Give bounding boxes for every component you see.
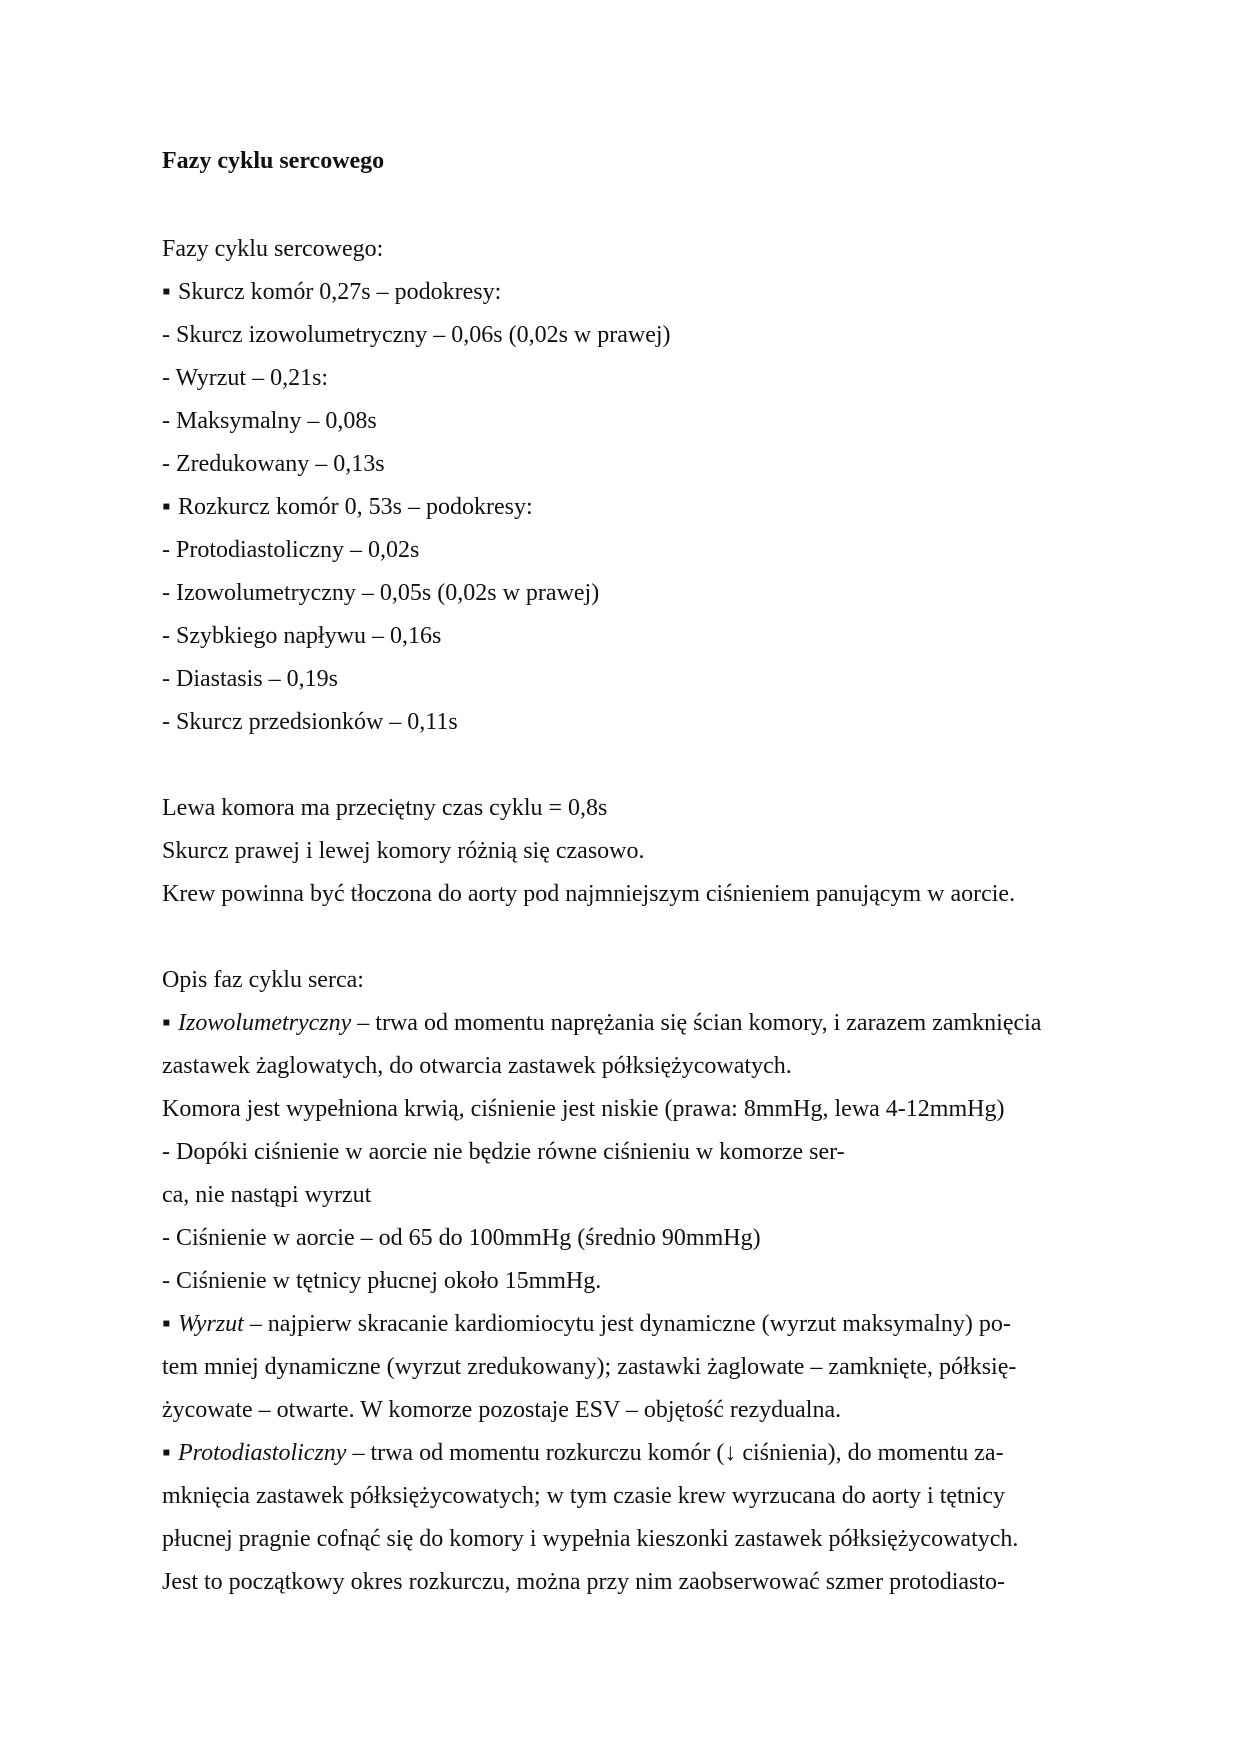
paragraph-line: płucnej pragnie cofnąć się do komory i wypełnia kieszonki zastawek półksiężycowatych. xyxy=(162,1526,1019,1552)
bullet-icon: ▪ xyxy=(162,1440,171,1466)
paragraph-line: Skurcz prawej i lewej komory różnią się czasowo. xyxy=(162,838,645,864)
section-heading: Fazy cyklu sercowego: xyxy=(162,236,384,262)
bullet-icon: ▪ xyxy=(162,1311,171,1337)
list-item: - Skurcz izowolumetryczny – 0,06s (0,02s w prawej) xyxy=(162,322,671,348)
section-heading: Opis faz cyklu serca: xyxy=(162,967,364,993)
paragraph-line: zastawek żaglowatych, do otwarcia zastawek półksiężycowatych. xyxy=(162,1053,792,1079)
list-item: - Diastasis – 0,19s xyxy=(162,666,338,692)
paragraph-line: Komora jest wypełniona krwią, ciśnienie jest niskie (prawa: 8mmHg, lewa 4-12mmHg) xyxy=(162,1096,1005,1122)
paragraph-line: ▪ Izowolumetryczny – trwa od momentu naprężania się ścian komory, i zarazem zamknięcia xyxy=(162,1010,1042,1036)
paragraph-line: Jest to początkowy okres rozkurczu, można przy nim zaobserwować szmer protodiasto- xyxy=(162,1569,1006,1595)
paragraph-line: Lewa komora ma przeciętny czas cyklu = 0,8s xyxy=(162,795,608,821)
list-item: ▪ Rozkurcz komór 0, 53s – podokresy: xyxy=(162,494,533,520)
paragraph-line: ▪ Protodiastoliczny – trwa od momentu rozkurczu komór (↓ ciśnienia), do momentu za- xyxy=(162,1440,1004,1466)
list-item: - Protodiastoliczny – 0,02s xyxy=(162,537,420,563)
paragraph-line: Krew powinna być tłoczona do aorty pod najmniejszym ciśnieniem panującym w aorcie. xyxy=(162,881,1016,907)
paragraph-line: - Ciśnienie w tętnicy płucnej około 15mmHg. xyxy=(162,1268,602,1294)
list-item: ▪ Skurcz komór 0,27s – podokresy: xyxy=(162,279,502,305)
list-item: - Maksymalny – 0,08s xyxy=(162,408,377,434)
term-izowolumetryczny: Izowolumetryczny xyxy=(178,1010,352,1036)
term-protodiastoliczny: Protodiastoliczny xyxy=(178,1440,347,1466)
paragraph-line: mknięcia zastawek półksiężycowatych; w tym czasie krew wyrzucana do aorty i tętnicy xyxy=(162,1483,1005,1509)
list-item: - Zredukowany – 0,13s xyxy=(162,451,385,477)
paragraph-line: - Dopóki ciśnienie w aorcie nie będzie równe ciśnieniu w komorze ser- xyxy=(162,1139,845,1165)
bullet-icon: ▪ xyxy=(162,279,171,305)
bullet-icon: ▪ xyxy=(162,1010,171,1036)
term-wyrzut: Wyrzut xyxy=(178,1311,244,1337)
list-item: - Skurcz przedsionków – 0,11s xyxy=(162,709,458,735)
paragraph-line: ▪ Wyrzut – najpierw skracanie kardiomiocytu jest dynamiczne (wyrzut maksymalny) po- xyxy=(162,1311,1011,1337)
list-item: - Izowolumetryczny – 0,05s (0,02s w prawej) xyxy=(162,580,600,606)
paragraph-line: tem mniej dynamiczne (wyrzut zredukowany); zastawki żaglowate – zamknięte, półksię- xyxy=(162,1354,1017,1380)
paragraph-line: ca, nie nastąpi wyrzut xyxy=(162,1182,372,1208)
paragraph-line: - Ciśnienie w aorcie – od 65 do 100mmHg (średnio 90mmHg) xyxy=(162,1225,761,1251)
bullet-icon: ▪ xyxy=(162,494,171,520)
list-item: - Wyrzut – 0,21s: xyxy=(162,365,329,391)
document-title: Fazy cyklu sercowego xyxy=(162,148,385,174)
paragraph-line: życowate – otwarte. W komorze pozostaje ESV – objętość rezydualna. xyxy=(162,1397,842,1423)
list-item: - Szybkiego napływu – 0,16s xyxy=(162,623,442,649)
